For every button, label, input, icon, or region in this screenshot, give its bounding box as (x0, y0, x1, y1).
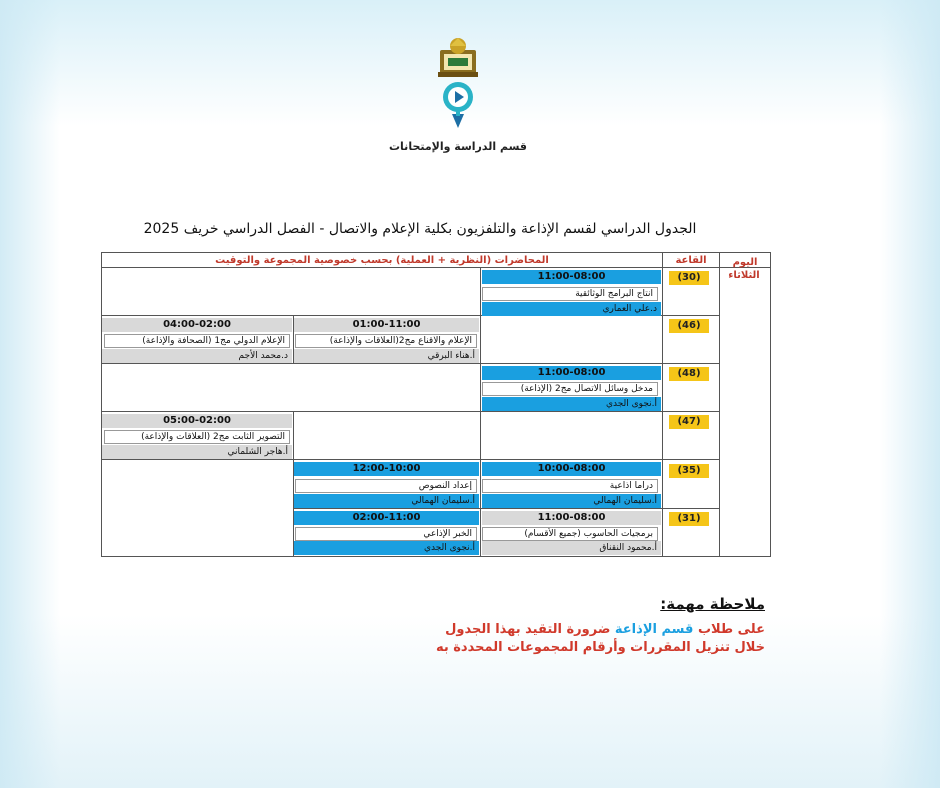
instructor-name: أ.نجوى الجدي (482, 397, 661, 411)
course-name: مدخل وسائل الاتصال مج2 (الإذاعة) (482, 382, 658, 396)
background-edge-right (880, 0, 940, 788)
course-name: إعداد النصوص (295, 479, 477, 493)
room-badge: (35) (669, 464, 709, 478)
time-slot: 11:00-08:00 (482, 366, 661, 380)
course-name: الإعلام والاقناع مج2(العلاقات والإذاعة) (295, 334, 477, 348)
course-name: الإعلام الدولي مج1 (الصحافة والإذاعة) (104, 334, 290, 348)
room-badge: (48) (669, 367, 709, 381)
instructor-name: أ.سليمان الهمالي (294, 494, 479, 508)
time-slot: 11:00-08:00 (482, 270, 661, 284)
faculty-logo-icon (440, 80, 476, 132)
instructor-name: أ.هناء البرقي (294, 349, 479, 363)
room-badge: (47) (669, 415, 709, 429)
table-divider (293, 508, 719, 509)
instructor-name: أ.سليمان الهمالي (482, 494, 661, 508)
column-header-room: القاعة (675, 255, 707, 266)
table-divider (662, 252, 663, 557)
note-highlight: قسم الإذاعة (614, 622, 694, 637)
table-divider (293, 411, 294, 557)
instructor-name: د.علي العماري (482, 302, 661, 316)
course-name: الخبر الإذاعي (295, 527, 477, 541)
course-name: التصوير الثابت مج2 (العلاقات والإذاعة) (104, 430, 290, 444)
time-slot: 04:00-02:00 (102, 318, 292, 332)
instructor-name: أ.محمود النقناق (482, 541, 661, 555)
background-edge-left (0, 0, 60, 788)
instructor-name: أ.هاجر الشلماني (102, 445, 292, 459)
instructor-name: أ.نجوى الجدي (294, 541, 479, 555)
note-text: ضرورة التقيد بهذا الجدول (445, 622, 611, 637)
table-divider (101, 411, 719, 412)
table-divider (480, 267, 481, 557)
note-line-1 (300, 622, 765, 637)
university-emblem-icon (436, 36, 480, 80)
table-divider (719, 252, 720, 557)
day-label: الثلاثاء (728, 270, 760, 281)
department-name: قسم الدراسة والإمتحانات (389, 140, 527, 153)
course-name: انتاج البرامج الوثائقية (482, 287, 658, 301)
time-slot: 01:00-11:00 (294, 318, 479, 332)
course-name: دراما اذاعية (482, 479, 658, 493)
note-title: ملاحظة مهمة: (660, 595, 765, 613)
time-slot: 02:00-11:00 (294, 511, 479, 525)
table-divider (101, 363, 719, 364)
course-name: برمجيات الحاسوب (جميع الأقسام) (482, 527, 658, 541)
room-badge: (31) (669, 512, 709, 526)
room-badge: (46) (669, 319, 709, 333)
column-header-lectures: المحاضرات (النظرية + العملية) بحسب خصوصية المجموعة والتوقيت (215, 255, 549, 266)
instructor-name: د.محمد الأجم (102, 349, 292, 363)
page-title: الجدول الدراسي لقسم الإذاعة والتلفزيون بكلية الإعلام والاتصال - الفصل الدراسي خريف 2025 (143, 221, 697, 237)
note-text: على طلاب (697, 622, 765, 637)
table-divider (101, 459, 719, 460)
note-line-2: خلال تنزيل المقررات وأرقام المجموعات المحددة به (435, 640, 765, 655)
room-badge: (30) (669, 271, 709, 285)
time-slot: 05:00-02:00 (102, 414, 292, 428)
time-slot: 11:00-08:00 (482, 511, 661, 525)
column-header-day: اليوم (732, 257, 758, 268)
time-slot: 10:00-08:00 (482, 462, 661, 476)
time-slot: 12:00-10:00 (294, 462, 479, 476)
